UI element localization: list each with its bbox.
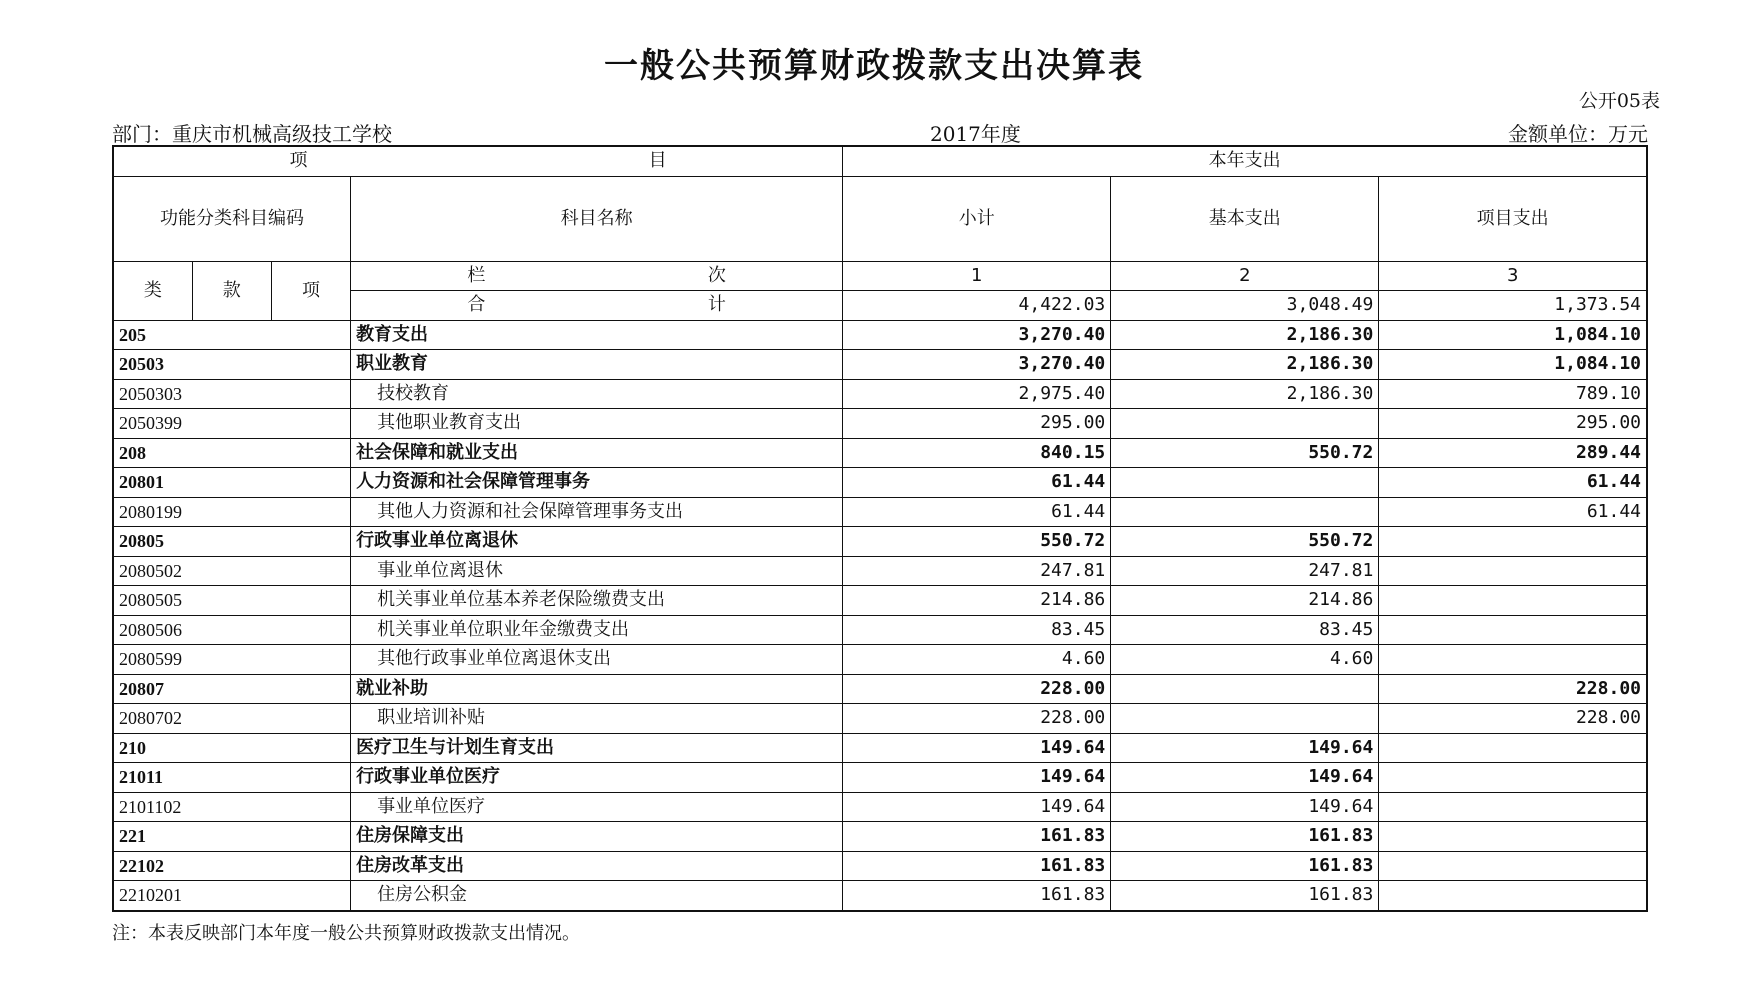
project-value — [1379, 556, 1647, 586]
total-project: 1,373.54 — [1379, 291, 1647, 321]
project-value: 228.00 — [1379, 704, 1647, 734]
column-number-2: 2 — [1111, 261, 1379, 291]
subtotal-header: 小计 — [843, 176, 1111, 261]
function-code: 2080505 — [113, 586, 351, 616]
project-value: 789.10 — [1379, 379, 1647, 409]
table-row — [113, 379, 1647, 409]
subtotal-value: 2,975.40 — [843, 379, 1111, 409]
subject-name: 住房改革支出 — [351, 851, 843, 881]
subtotal-value: 295.00 — [843, 409, 1111, 439]
subtotal-value: 228.00 — [843, 704, 1111, 734]
project-value: 61.44 — [1379, 497, 1647, 527]
form-number: 公开05表 — [1578, 90, 1660, 112]
basic-value: 149.64 — [1111, 733, 1379, 763]
basic-value: 2,186.30 — [1111, 320, 1379, 350]
function-code: 20805 — [113, 527, 351, 557]
basic-value: 161.83 — [1111, 851, 1379, 881]
table-row — [113, 704, 1647, 734]
section-header: 款 — [192, 261, 271, 320]
table-row — [113, 438, 1647, 468]
function-code-header: 功能分类科目编码 — [113, 176, 351, 261]
item-level-header: 项 — [271, 261, 350, 320]
subject-name: 医疗卫生与计划生育支出 — [351, 733, 843, 763]
table-row — [113, 645, 1647, 675]
table-row — [113, 822, 1647, 852]
subject-name: 行政事业单位离退休 — [351, 527, 843, 557]
table-row — [113, 409, 1647, 439]
subject-name: 事业单位离退休 — [351, 556, 843, 586]
fiscal-year: 2017年度 — [930, 122, 1021, 146]
subtotal-value: 61.44 — [843, 468, 1111, 498]
project-value — [1379, 527, 1647, 557]
table-row — [113, 350, 1647, 380]
basic-expenditure-header: 基本支出 — [1111, 176, 1379, 261]
subject-name: 职业培训补贴 — [351, 704, 843, 734]
subtotal-value: 228.00 — [843, 674, 1111, 704]
table-row — [113, 497, 1647, 527]
subtotal-value: 214.86 — [843, 586, 1111, 616]
table-row — [113, 556, 1647, 586]
department-label: 部门：重庆市机械高级技工学校 — [112, 122, 392, 146]
subtotal-value: 83.45 — [843, 615, 1111, 645]
project-value: 1,084.10 — [1379, 320, 1647, 350]
function-code: 2210201 — [113, 881, 351, 911]
basic-value — [1111, 497, 1379, 527]
project-value: 295.00 — [1379, 409, 1647, 439]
project-value — [1379, 851, 1647, 881]
basic-value — [1111, 704, 1379, 734]
column-order-label: 栏 次 — [351, 261, 843, 291]
basic-value: 550.72 — [1111, 527, 1379, 557]
function-code: 2050399 — [113, 409, 351, 439]
basic-value: 161.83 — [1111, 881, 1379, 911]
basic-value: 2,186.30 — [1111, 350, 1379, 380]
function-code: 221 — [113, 822, 351, 852]
table-row — [113, 733, 1647, 763]
table-row — [113, 763, 1647, 793]
subtotal-value: 550.72 — [843, 527, 1111, 557]
column-number-3: 3 — [1379, 261, 1647, 291]
subject-name: 教育支出 — [351, 320, 843, 350]
subtotal-value: 61.44 — [843, 497, 1111, 527]
function-code: 2080599 — [113, 645, 351, 675]
subject-name: 社会保障和就业支出 — [351, 438, 843, 468]
subtotal-value: 840.15 — [843, 438, 1111, 468]
subtotal-value: 161.83 — [843, 822, 1111, 852]
subject-name: 机关事业单位职业年金缴费支出 — [351, 615, 843, 645]
subject-name: 事业单位医疗 — [351, 792, 843, 822]
function-code: 2080506 — [113, 615, 351, 645]
total-label: 合 计 — [351, 291, 843, 321]
basic-value: 83.45 — [1111, 615, 1379, 645]
function-code: 210 — [113, 733, 351, 763]
document-title: 一般公共预算财政拨款支出决算表 — [604, 46, 1144, 86]
header-row-1 — [113, 146, 1647, 176]
function-code: 2101102 — [113, 792, 351, 822]
function-code: 205 — [113, 320, 351, 350]
basic-value — [1111, 409, 1379, 439]
basic-value: 2,186.30 — [1111, 379, 1379, 409]
table-row — [113, 615, 1647, 645]
meta-row — [112, 118, 1648, 144]
basic-value: 161.83 — [1111, 822, 1379, 852]
column-number-1: 1 — [843, 261, 1111, 291]
subtotal-value: 3,270.40 — [843, 350, 1111, 380]
table-row — [113, 527, 1647, 557]
basic-value: 247.81 — [1111, 556, 1379, 586]
function-code: 2080702 — [113, 704, 351, 734]
basic-value: 214.86 — [1111, 586, 1379, 616]
table-row — [113, 674, 1647, 704]
footnote: 注：本表反映部门本年度一般公共预算财政拨款支出情况。 — [112, 923, 580, 944]
subject-name: 其他人力资源和社会保障管理事务支出 — [351, 497, 843, 527]
subject-name: 机关事业单位基本养老保险缴费支出 — [351, 586, 843, 616]
function-code: 2050303 — [113, 379, 351, 409]
project-value — [1379, 881, 1647, 911]
subject-name: 其他行政事业单位离退休支出 — [351, 645, 843, 675]
subject-name: 住房公积金 — [351, 881, 843, 911]
amount-unit: 金额单位：万元 — [1508, 122, 1648, 146]
table-row — [113, 586, 1647, 616]
basic-value — [1111, 674, 1379, 704]
project-expenditure-header: 项目支出 — [1379, 176, 1647, 261]
expenditure-table — [112, 145, 1648, 912]
current-year-expenditure-header: 本年支出 — [843, 146, 1647, 176]
subject-name-header: 科目名称 — [351, 176, 843, 261]
subject-name: 住房保障支出 — [351, 822, 843, 852]
subtotal-value: 3,270.40 — [843, 320, 1111, 350]
subtotal-value: 161.83 — [843, 851, 1111, 881]
subtotal-value: 149.64 — [843, 763, 1111, 793]
subject-name: 就业补助 — [351, 674, 843, 704]
project-value: 228.00 — [1379, 674, 1647, 704]
project-value — [1379, 586, 1647, 616]
function-code: 2080502 — [113, 556, 351, 586]
subtotal-value: 149.64 — [843, 733, 1111, 763]
function-code: 21011 — [113, 763, 351, 793]
item-header: 项 目 — [113, 146, 843, 176]
table-row — [113, 468, 1647, 498]
project-value — [1379, 822, 1647, 852]
subject-name: 行政事业单位医疗 — [351, 763, 843, 793]
subtotal-value: 161.83 — [843, 881, 1111, 911]
basic-value — [1111, 468, 1379, 498]
table-row — [113, 851, 1647, 881]
subject-name: 其他职业教育支出 — [351, 409, 843, 439]
project-value — [1379, 733, 1647, 763]
table-row — [113, 881, 1647, 911]
basic-value: 149.64 — [1111, 763, 1379, 793]
total-basic: 3,048.49 — [1111, 291, 1379, 321]
subject-name: 人力资源和社会保障管理事务 — [351, 468, 843, 498]
project-value — [1379, 763, 1647, 793]
basic-value: 550.72 — [1111, 438, 1379, 468]
function-code: 20801 — [113, 468, 351, 498]
subject-name: 技校教育 — [351, 379, 843, 409]
project-value: 61.44 — [1379, 468, 1647, 498]
basic-value: 149.64 — [1111, 792, 1379, 822]
project-value — [1379, 792, 1647, 822]
project-value: 1,084.10 — [1379, 350, 1647, 380]
subtotal-value: 247.81 — [843, 556, 1111, 586]
function-code: 22102 — [113, 851, 351, 881]
project-value — [1379, 645, 1647, 675]
category-header: 类 — [113, 261, 192, 320]
basic-value: 4.60 — [1111, 645, 1379, 675]
subtotal-value: 149.64 — [843, 792, 1111, 822]
total-subtotal: 4,422.03 — [843, 291, 1111, 321]
table-row — [113, 792, 1647, 822]
function-code: 208 — [113, 438, 351, 468]
function-code: 20503 — [113, 350, 351, 380]
subject-name: 职业教育 — [351, 350, 843, 380]
header-row-3 — [113, 261, 1647, 291]
function-code: 2080199 — [113, 497, 351, 527]
subtotal-value: 4.60 — [843, 645, 1111, 675]
header-row-2 — [113, 176, 1647, 261]
table-row — [113, 320, 1647, 350]
project-value — [1379, 615, 1647, 645]
function-code: 20807 — [113, 674, 351, 704]
project-value: 289.44 — [1379, 438, 1647, 468]
